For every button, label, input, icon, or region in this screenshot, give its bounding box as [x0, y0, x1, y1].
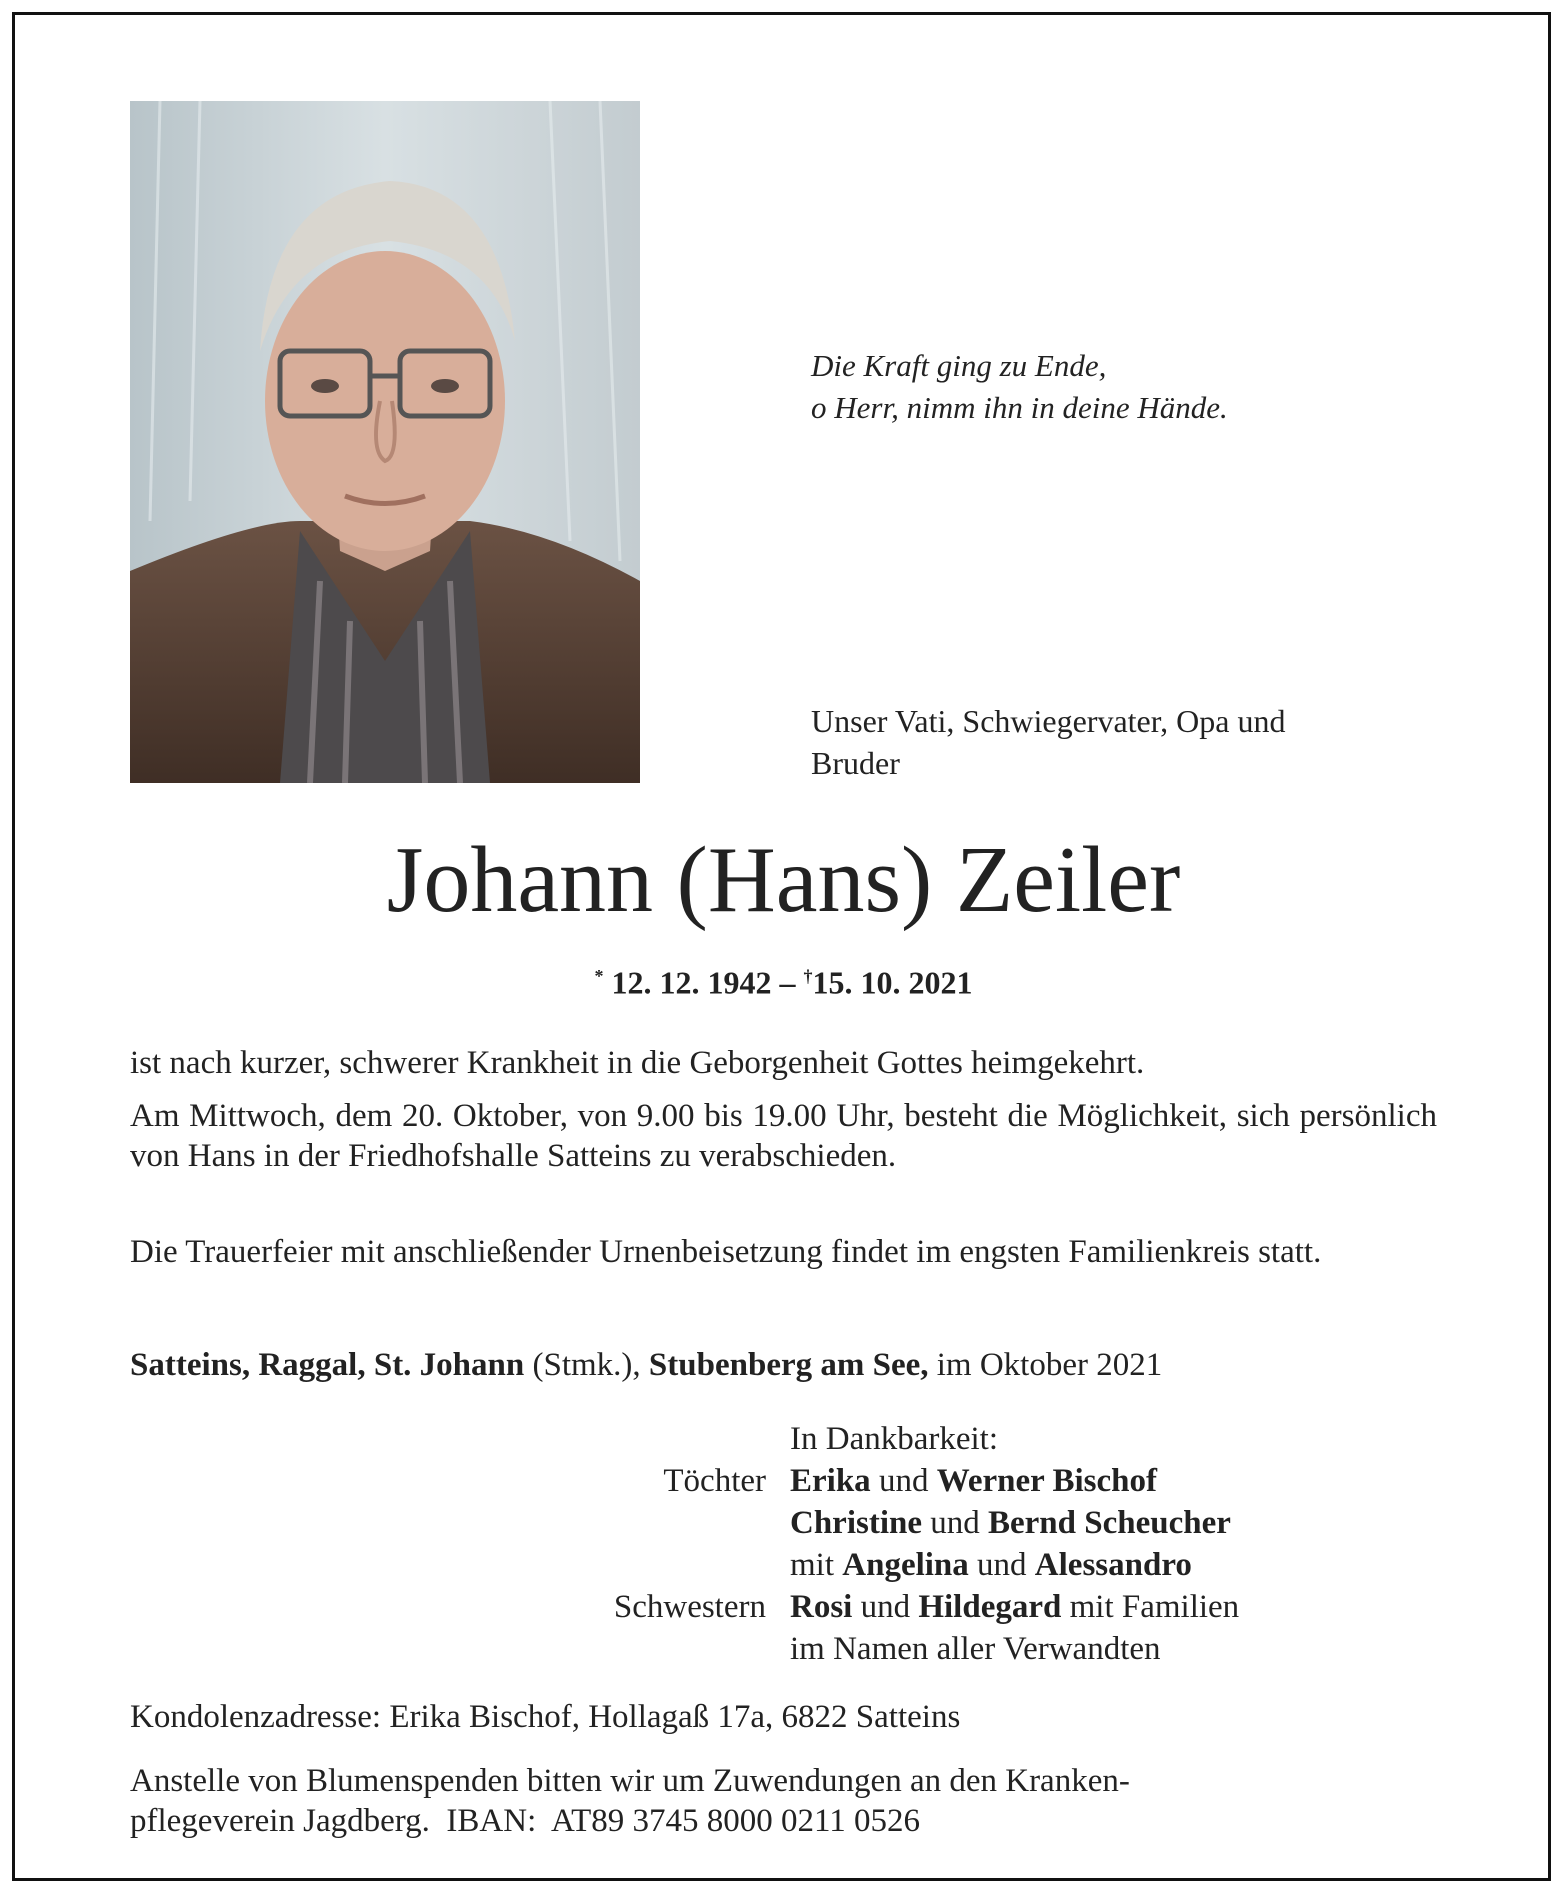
donation-note [130, 1761, 1437, 1841]
place-4: Stubenberg am See, [648, 1347, 929, 1383]
portrait-photo [130, 101, 640, 783]
daughter-2-line [790, 1502, 1231, 1544]
daughters-label: Töchter [663, 1463, 766, 1499]
grandchild-1: Angelina [842, 1547, 969, 1583]
condolence-address: Kondolenzadresse: Erika Bischof, Hollagaß 17a, 6822 Satteins [130, 1699, 961, 1735]
place-2: Raggal, [258, 1347, 366, 1383]
relatives-line: im Namen aller Verwandten [790, 1631, 1161, 1667]
paragraph-farewell: Am Mittwoch, dem 20. Oktober, von 9.00 bis 19.00 Uhr, besteht die Möglichkeit, sich persönlich von Hans in der Friedhofshalle Satteins zu verabschieden. [130, 1098, 1437, 1174]
birth-date: 12. 12. 1942 [611, 964, 772, 1001]
place-3-note: (Stmk.), [532, 1347, 641, 1383]
daughter-2: Christine [790, 1505, 922, 1541]
and-word: und [977, 1547, 1027, 1583]
daughter-1-line [790, 1460, 1157, 1502]
place-1: Satteins, [130, 1347, 251, 1383]
daughter-1-partner: Werner Bischof [936, 1463, 1157, 1499]
mourners-heading: In Dankbarkeit: [790, 1421, 999, 1457]
mourners-list [500, 1418, 1239, 1670]
places-line [130, 1345, 1437, 1385]
quote-line-1: Die Kraft ging zu Ende, [811, 348, 1107, 383]
place-date: im Oktober 2021 [936, 1347, 1163, 1383]
deceased-name: Johann (Hans) Zeiler [386, 828, 1181, 932]
death-date: 15. 10. 2021 [812, 964, 973, 1001]
grandchild-2: Alessandro [1034, 1547, 1192, 1583]
paragraph-passing: ist nach kurzer, schwerer Krankheit in die Geborgenheit Gottes heimgekehrt. [130, 1045, 1145, 1081]
intro-text [811, 700, 1451, 784]
and-word: und [930, 1505, 980, 1541]
intro-line-2: Bruder [811, 745, 900, 781]
and-word: und [878, 1463, 929, 1499]
sister-2: Hildegard [918, 1589, 1062, 1625]
and-word: und [860, 1589, 911, 1625]
paragraph-funeral: Die Trauerfeier mit anschließender Urnenbeisetzung findet im engsten Familienkreis statt. [130, 1234, 1322, 1270]
donation-line-2: pflegeverein Jagdberg. IBAN: AT89 3745 8000 0211 0526 [130, 1803, 921, 1839]
grandchildren-line [790, 1544, 1192, 1586]
daughter-1: Erika [790, 1463, 871, 1499]
place-3: St. Johann [373, 1347, 525, 1383]
sister-1: Rosi [790, 1589, 853, 1625]
sisters-label: Schwestern [613, 1589, 766, 1625]
donation-line-1: Anstelle von Blumenspenden bitten wir um Zuwendungen an den Kranken- [130, 1763, 1130, 1799]
quote [811, 345, 1228, 429]
with-families: mit Familien [1069, 1589, 1240, 1625]
with-word: mit [790, 1547, 835, 1583]
intro-line-1: Unser Vati, Schwiegervater, Opa und [811, 703, 1286, 739]
death-symbol: † [803, 966, 813, 986]
sisters-line [790, 1586, 1239, 1628]
life-dates [0, 956, 1567, 1003]
daughter-2-partner: Bernd Scheucher [988, 1505, 1231, 1541]
quote-line-2: o Herr, nimm ihn in deine Hände. [811, 390, 1228, 425]
date-separator: – [779, 964, 796, 1001]
birth-symbol: * [594, 966, 604, 986]
